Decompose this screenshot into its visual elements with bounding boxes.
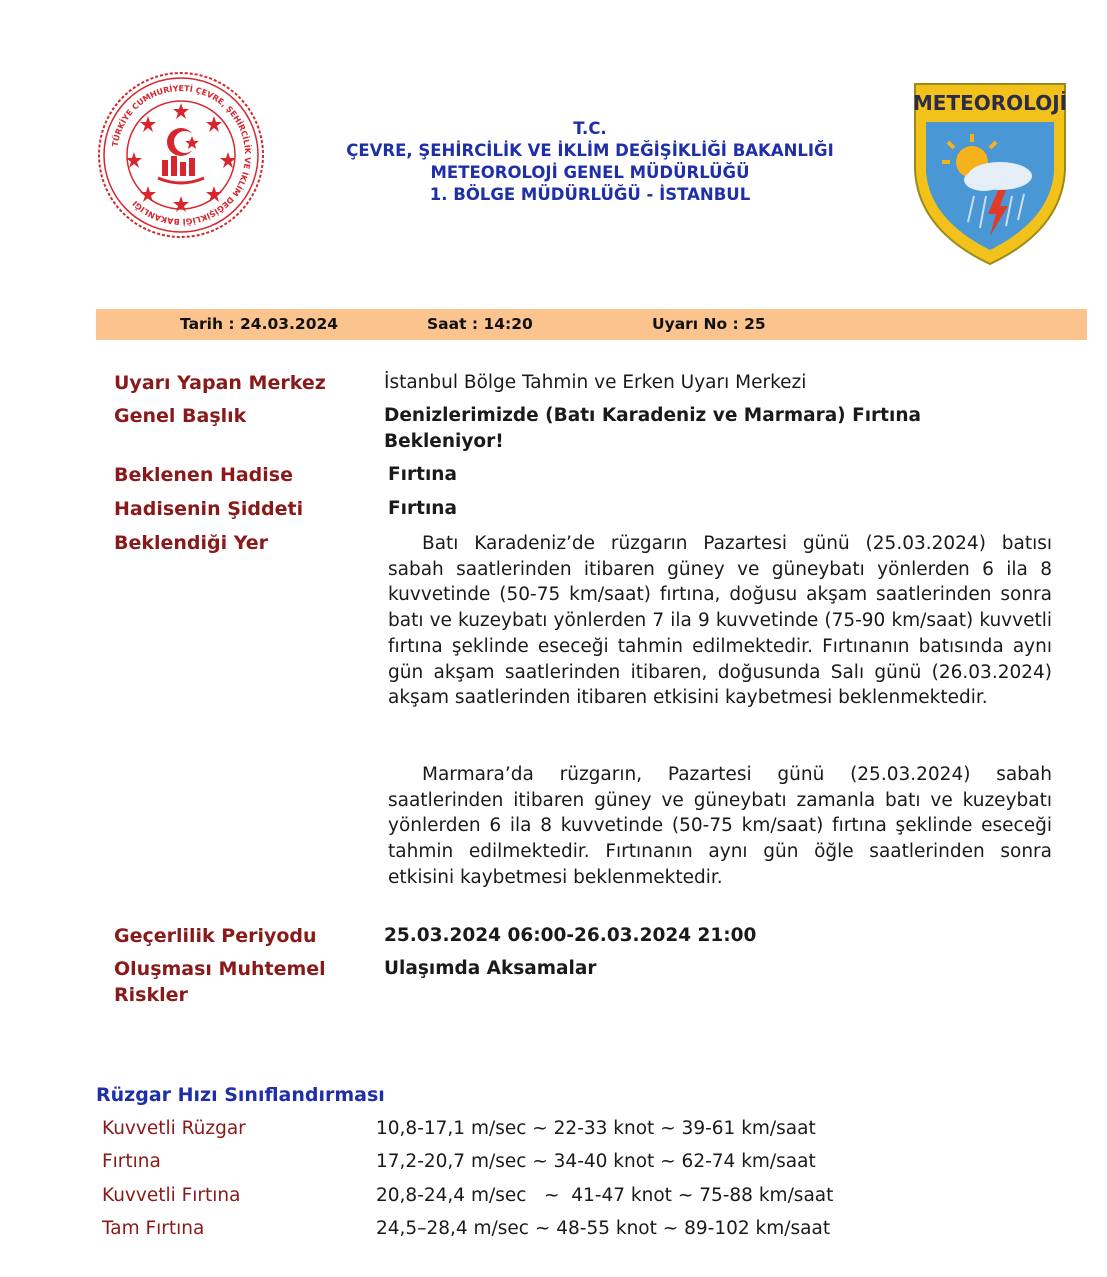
header-regional-office: 1. BÖLGE MÜDÜRLÜĞÜ - İSTANBUL [429, 185, 751, 204]
title-value-line2: Bekleniyor! [384, 431, 504, 452]
title-value-line1: Denizlerimizde (Batı Karadeniz ve Marmara) Fırtına [384, 405, 922, 426]
header [300, 118, 880, 206]
warning-number-text: Uyarı No : 25 [652, 315, 766, 333]
header-directorate: METEOROLOJİ GENEL MÜDÜRLÜĞÜ [430, 163, 750, 182]
svg-text:METEOROLOJİ: METEOROLOJİ [912, 91, 1068, 115]
wind-class-label: Kuvvetli Fırtına [102, 1185, 241, 1206]
svg-text:TÜRKİYE CUMHURİYETİ ÇEVRE, ŞEH: TÜRKİYE CUMHURİYETİ ÇEVRE, ŞEHİRCİLİK VE İKLİM DEĞİŞİKLİĞİ BAKANLIĞI [110, 83, 253, 227]
location-label: Beklendiği Yer [114, 532, 269, 554]
location-paragraph-marmara: Marmara’da rüzgarın, Pazartesi günü (25.03.2024) sabah saatlerinden itibaren güney ve güneybatı zamanla batı ve kuzeybatı yönlerden 6 ila 8 kuvvetinde (50-75 km/saat) fırtına şeklinde eseceği tahmin edilmektedir. Fırtınanın aynı gün öğle saatlerinden sonra etkisini kaybetmesi beklenmektedir. [388, 764, 1052, 888]
wind-row [102, 1218, 902, 1244]
validity-label: Geçerlilik Periyodu [114, 925, 317, 947]
date-text: Tarih : 24.03.2024 [180, 315, 339, 333]
wind-row [102, 1151, 902, 1177]
header-ministry: ÇEVRE, ŞEHİRCİLİK VE İKLİM DEĞİŞİKLİĞİ BAKANLIĞI [346, 141, 834, 160]
center-value: İstanbul Bölge Tahmin ve Erken Uyarı Merkezi [384, 372, 807, 393]
title-label: Genel Başlık [114, 405, 247, 427]
wind-row [102, 1118, 902, 1144]
meteoroloji-logo [912, 80, 1068, 266]
event-value: Fırtına [388, 464, 457, 485]
wind-class-label: Fırtına [102, 1151, 161, 1172]
info-bar [96, 309, 1087, 340]
wind-class-label: Kuvvetli Rüzgar [102, 1118, 246, 1139]
time-text: Saat : 14:20 [427, 315, 533, 333]
header-line-tc: T.C. [573, 119, 607, 138]
wind-class-value: 20,8-24,4 m/sec ~ 41-47 knot ~ 75-88 km/saat [376, 1185, 834, 1206]
risks-label-line2: Riskler [114, 984, 188, 1006]
wind-class-label: Tam Fırtına [102, 1218, 205, 1239]
severity-label: Hadisenin Şiddeti [114, 498, 304, 520]
validity-value: 25.03.2024 06:00-26.03.2024 21:00 [384, 925, 757, 946]
wind-class-value: 10,8-17,1 m/sec ~ 22-33 knot ~ 39-61 km/saat [376, 1118, 816, 1139]
ministry-seal [96, 70, 266, 240]
wind-class-value: 17,2-20,7 m/sec ~ 34-40 knot ~ 62-74 km/saat [376, 1151, 816, 1172]
wind-classification-title: Rüzgar Hızı Sınıflandırması [96, 1084, 385, 1106]
location-paragraph-black-sea: Batı Karadeniz’de rüzgarın Pazartesi günü (25.03.2024) batısı sabah saatlerinden itibaren güney ve güneybatı yönlerden 6 ila 8 kuvvetinde (50-75 km/saat) fırtına, doğusu akşam saatlerinden sonra batı ve kuzeybatı yönlerden 7 ila 9 kuvvetinde (75-90 km/saat) kuvvetli fırtına şeklinde eseceği tahmin edilmektedir. Fırtınanın batısında aynı gün akşam saatlerinden itibaren, doğusunda Salı günü (26.03.2024) akşam saatlerinden itibaren etkisini kaybetmesi beklenmektedir. [388, 533, 1052, 709]
wind-class-value: 24,5–28,4 m/sec ~ 48-55 knot ~ 89-102 km/saat [376, 1218, 831, 1239]
risks-label-line1: Oluşması Muhtemel [114, 958, 326, 980]
center-label: Uyarı Yapan Merkez [114, 372, 326, 394]
event-label: Beklenen Hadise [114, 464, 293, 486]
risks-value: Ulaşımda Aksamalar [384, 958, 597, 979]
severity-value: Fırtına [388, 498, 457, 519]
wind-row [102, 1185, 902, 1211]
